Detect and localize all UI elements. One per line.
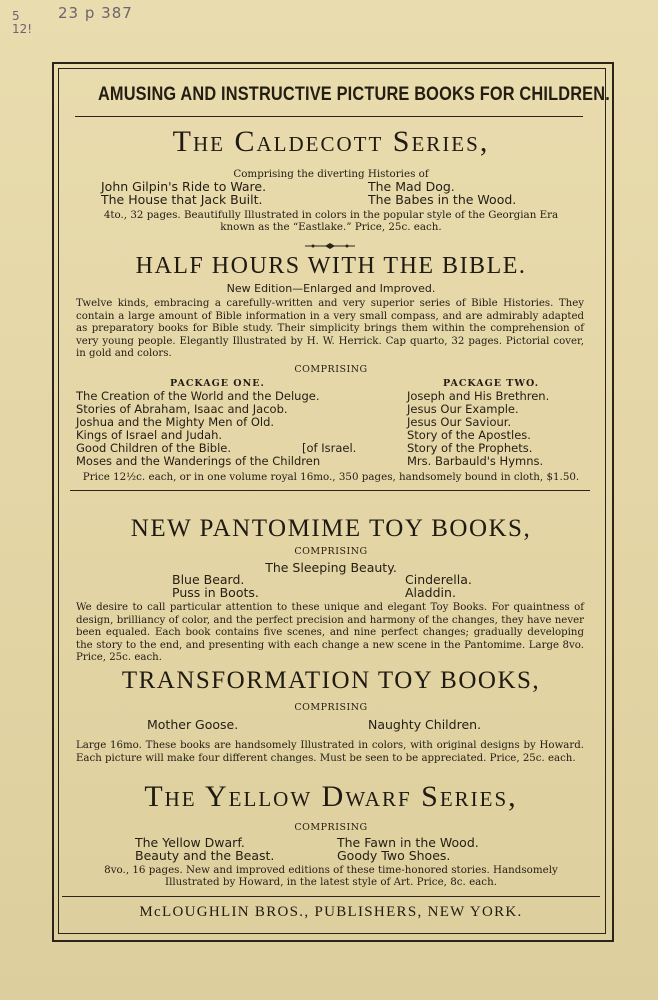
book-title: Puss in Boots. <box>172 585 259 600</box>
package-one-label: PACKAGE ONE. <box>170 378 265 389</box>
package-two-label: PACKAGE TWO. <box>443 378 540 389</box>
pantomime-description: We desire to call particular attention to these unique and elegant Toy Books. For quaintness of design, brilliancy of color, and the perfect precision and harmony of the changes, they have never been equaled. Each book contains five scenes, and nine perfect changes; gradually developing the story to the end, and presenting with each change a new scene in the Pantomime. Large 8vo. Price, 25c. each. <box>76 602 584 664</box>
transformation-description: Large 16mo. These books are handsomely Illustrated in colors, with original designs by Howard. Each picture will make four different changes. Must be seen to be appreciated. Price, 25c. each. <box>76 740 584 764</box>
yellow-dwarf-title: The Yellow Dwarf Series, <box>144 780 518 813</box>
transformation-left-title: Mother Goose. <box>147 717 239 732</box>
caldecott-comprising: Comprising the diverting Histories of <box>233 168 429 180</box>
pantomime-centered-title: The Sleeping Beauty. <box>265 560 397 575</box>
bible-title: HALF HOURS WITH THE BIBLE. <box>135 253 527 279</box>
bible-edition: New Edition—Enlarged and Improved. <box>226 282 436 295</box>
bible-comprising: COMPRISING <box>294 364 368 375</box>
transformation-comprising: COMPRISING <box>294 702 368 713</box>
book-title: Blue Beard. <box>172 572 245 587</box>
list-item: Kings of Israel and Judah. <box>76 427 223 442</box>
list-item: Joseph and His Brethren. <box>407 389 550 403</box>
list-item: Mrs. Barbauld's Hymns. <box>407 453 544 468</box>
book-title: The Fawn in the Wood. <box>337 835 479 850</box>
caldecott-description-2: known as the “Eastlake.” Price, 25c. each. <box>220 221 442 233</box>
list-item: Story of the Prophets. <box>407 440 533 455</box>
book-title: John Gilpin's Ride to Ware. <box>101 179 267 194</box>
bible-description: Twelve kinds, embracing a carefully-written and very superior series of Bible Histories. They contain a large amount of Bible information in a very small compass, and are admirably adapted as preparatory books for Bible study. Their simplicity brings them within the comprehension of very young people. Elegantly Illustrated by H. W. Herrick. Cap quarto, 32 pages. Pictorial cover, in gold and colors. <box>76 298 584 360</box>
of-israel-continuation: [of Israel. <box>302 440 357 455</box>
book-title: The Yellow Dwarf. <box>135 835 245 850</box>
pantomime-right-titles <box>405 573 472 599</box>
pencil-annotation-top: 23 p 387 <box>58 4 133 22</box>
yellow-dwarf-comprising: COMPRISING <box>294 822 368 833</box>
transformation-title: TRANSFORMATION TOY BOOKS, <box>121 667 541 694</box>
section-divider <box>70 490 590 491</box>
ornament-divider <box>305 243 355 249</box>
page-header: AMUSING AND INSTRUCTIVE PICTURE BOOKS FOR CHILDREN. <box>97 84 610 105</box>
book-title: The Babes in the Wood. <box>368 192 517 207</box>
package-one-list <box>76 390 320 467</box>
yellow-dwarf-description-1: 8vo., 16 pages. New and improved editions of these time-honored stories. Handsomely <box>104 864 558 876</box>
list-item: The Creation of the World and the Deluge. <box>76 389 320 403</box>
caldecott-description-1: 4to., 32 pages. Beautifully Illustrated in colors in the popular style of the Georgian Era <box>103 209 559 221</box>
publisher-footer: McLOUGHLIN BROS., PUBLISHERS, NEW YORK. <box>139 904 523 920</box>
list-item: Good Children of the Bible. <box>76 440 232 455</box>
book-title: Goody Two Shoes. <box>337 848 451 863</box>
list-item: Jesus Our Example. <box>407 401 519 416</box>
pantomime-title: NEW PANTOMIME TOY BOOKS, <box>130 515 532 542</box>
header-rule <box>75 116 583 117</box>
package-two-list <box>407 390 549 467</box>
yellow-dwarf-left-titles <box>135 836 274 862</box>
book-title: The House that Jack Built. <box>101 192 263 207</box>
book-title: The Mad Dog. <box>368 179 455 194</box>
footer-rule <box>62 896 600 897</box>
list-item: Stories of Abraham, Isaac and Jacob. <box>76 401 288 416</box>
yellow-dwarf-right-titles <box>337 836 479 862</box>
pantomime-comprising: COMPRISING <box>294 546 368 557</box>
list-item: Story of the Apostles. <box>407 427 531 442</box>
list-item: Joshua and the Mighty Men of Old. <box>76 414 275 429</box>
list-item: Jesus Our Saviour. <box>407 414 512 429</box>
book-title: Aladdin. <box>405 585 456 600</box>
caldecott-left-titles <box>101 180 266 206</box>
bible-price: Price 12½c. each, or in one volume royal 16mo., 350 pages, handsomely bound in cloth, $1.50. <box>82 471 580 483</box>
caldecott-title: The Caldecott Series, <box>172 125 490 158</box>
yellow-dwarf-description-2: Illustrated by Howard, in the latest style of Art. Price, 8c. each. <box>165 876 497 888</box>
transformation-right-title: Naughty Children. <box>368 717 482 732</box>
caldecott-right-titles <box>368 180 516 206</box>
book-title: Cinderella. <box>405 572 472 587</box>
book-title: Beauty and the Beast. <box>135 848 275 863</box>
pencil-annotation-left: 5 12! <box>12 9 33 36</box>
list-item: Moses and the Wanderings of the Children <box>76 453 321 468</box>
pantomime-left-titles <box>172 573 259 599</box>
